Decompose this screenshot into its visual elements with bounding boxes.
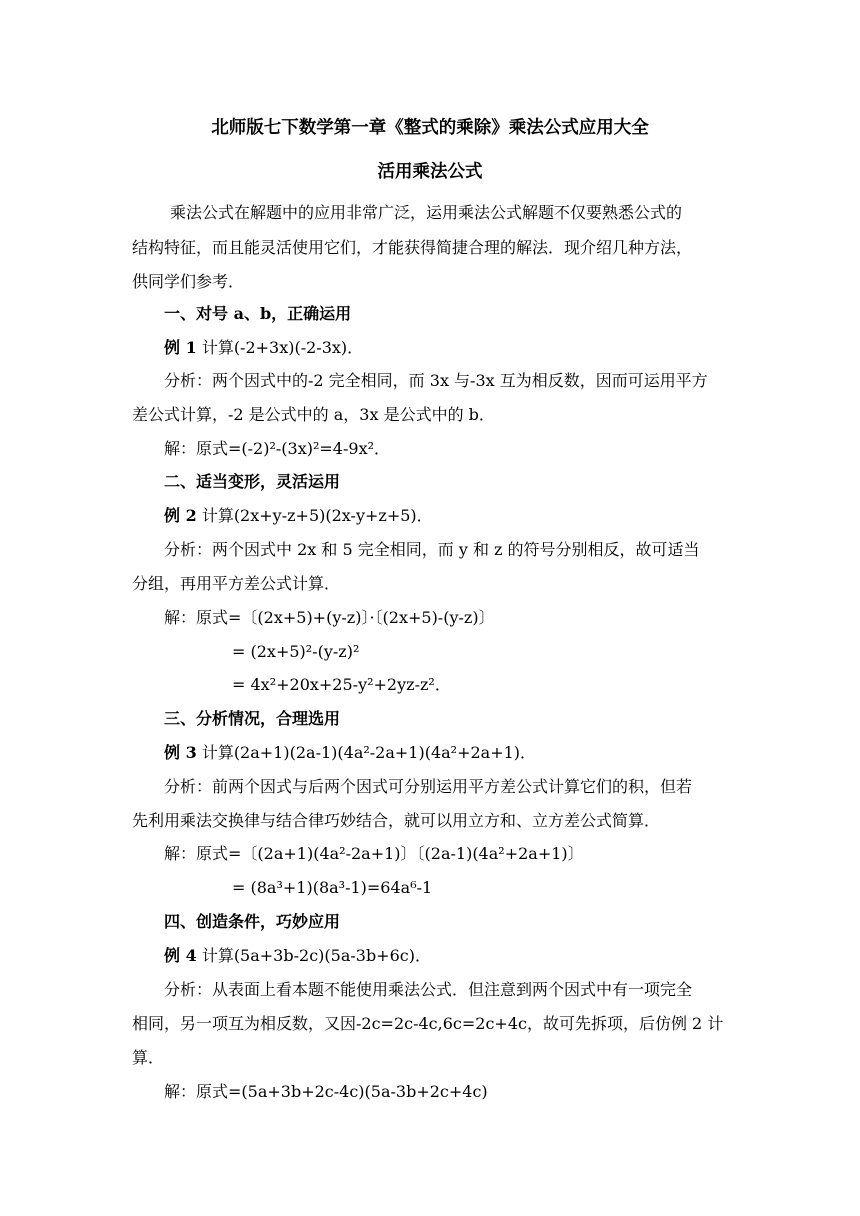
example-3-text: 计算(2a+1)(2a-1)(4a²-2a+1)(4a²+2a+1)． bbox=[201, 743, 537, 762]
example-1-label: 例 1 bbox=[164, 338, 197, 357]
section-2-heading: 二、适当变形，灵活运用 bbox=[164, 472, 341, 491]
section-1-analysis-1: 分析：两个因式中的-2 完全相同，而 3x 与-3x 互为相反数，因而可运用平方 bbox=[164, 371, 708, 390]
intro-line-3: 供同学们参考． bbox=[132, 272, 245, 291]
section-2-solution-1: 解：原式=〔(2x+5)+(y-z)〕·〔(2x+5)-(y-z)〕 bbox=[164, 608, 495, 627]
section-1-solution-1: 解：原式=(-2)²-(3x)²=4-9x²． bbox=[164, 439, 391, 458]
example-1-text: 计算(-2+3x)(-2-3x)． bbox=[201, 338, 364, 357]
section-3-heading: 三、分析情况，合理选用 bbox=[164, 709, 341, 728]
section-4-analysis-3: 算． bbox=[132, 1048, 165, 1067]
intro-line-2: 结构特征，而且能灵活使用它们，才能获得简捷合理的解法．现介绍几种方法， bbox=[132, 238, 693, 257]
section-2-solution-3: = 4x²+20x+25-y²+2yz-z²． bbox=[232, 675, 451, 694]
section-4-analysis-1: 分析：从表面上看本题不能使用乘法公式．但注意到两个因式中有一项完全 bbox=[164, 980, 693, 999]
example-4-text: 计算(5a+3b-2c)(5a-3b+6c)． bbox=[201, 946, 431, 965]
section-1-heading: 一、对号 a、b，正确运用 bbox=[164, 304, 352, 323]
example-1 bbox=[164, 336, 363, 360]
example-2-text: 计算(2x+y-z+5)(2x-y+z+5)． bbox=[201, 506, 433, 525]
section-2-analysis-2: 分组，再用平方差公式计算． bbox=[132, 574, 341, 593]
example-4 bbox=[164, 944, 431, 968]
example-2 bbox=[164, 504, 433, 528]
intro-line-1: 乘法公式在解题中的应用非常广泛，运用乘法公式解题不仅要熟悉公式的 bbox=[170, 203, 683, 222]
section-3-analysis-2: 先利用乘法交换律与结合律巧妙结合，就可以用立方和、立方差公式简算． bbox=[132, 811, 661, 830]
example-3 bbox=[164, 741, 536, 765]
section-3-analysis-1: 分析：前两个因式与后两个因式可分别运用平方差公式计算它们的积，但若 bbox=[164, 777, 693, 796]
section-3-solution-2: = (8a³+1)(8a³-1)=64a⁶-1 bbox=[232, 878, 433, 897]
document-subtitle: 活用乘法公式 bbox=[377, 162, 483, 182]
section-3-solution-1: 解：原式=〔(2a+1)(4a²-2a+1)〕〔(2a-1)(4a²+2a+1)〕 bbox=[164, 844, 584, 863]
section-4-heading: 四、创造条件，巧妙应用 bbox=[164, 912, 341, 931]
section-4-solution-1: 解：原式=(5a+3b+2c-4c)(5a-3b+2c+4c) bbox=[164, 1082, 488, 1101]
example-3-label: 例 3 bbox=[164, 743, 197, 762]
document-title: 北师版七下数学第一章《整式的乘除》乘法公式应用大全 bbox=[211, 118, 649, 138]
section-4-analysis-2: 相同，另一项互为相反数，又因-2c=2c-4c,6c=2c+4c，故可先拆项，后仿例 2 计 bbox=[132, 1014, 724, 1033]
section-2-analysis-1: 分析：两个因式中 2x 和 5 完全相同，而 y 和 z 的符号分别相反，故可适当 bbox=[164, 540, 700, 559]
section-1-analysis-2: 差公式计算，-2 是公式中的 a，3x 是公式中的 b． bbox=[132, 405, 495, 424]
example-2-label: 例 2 bbox=[164, 506, 197, 525]
section-2-solution-2: = (2x+5)²-(y-z)² bbox=[232, 642, 360, 661]
example-4-label: 例 4 bbox=[164, 946, 197, 965]
